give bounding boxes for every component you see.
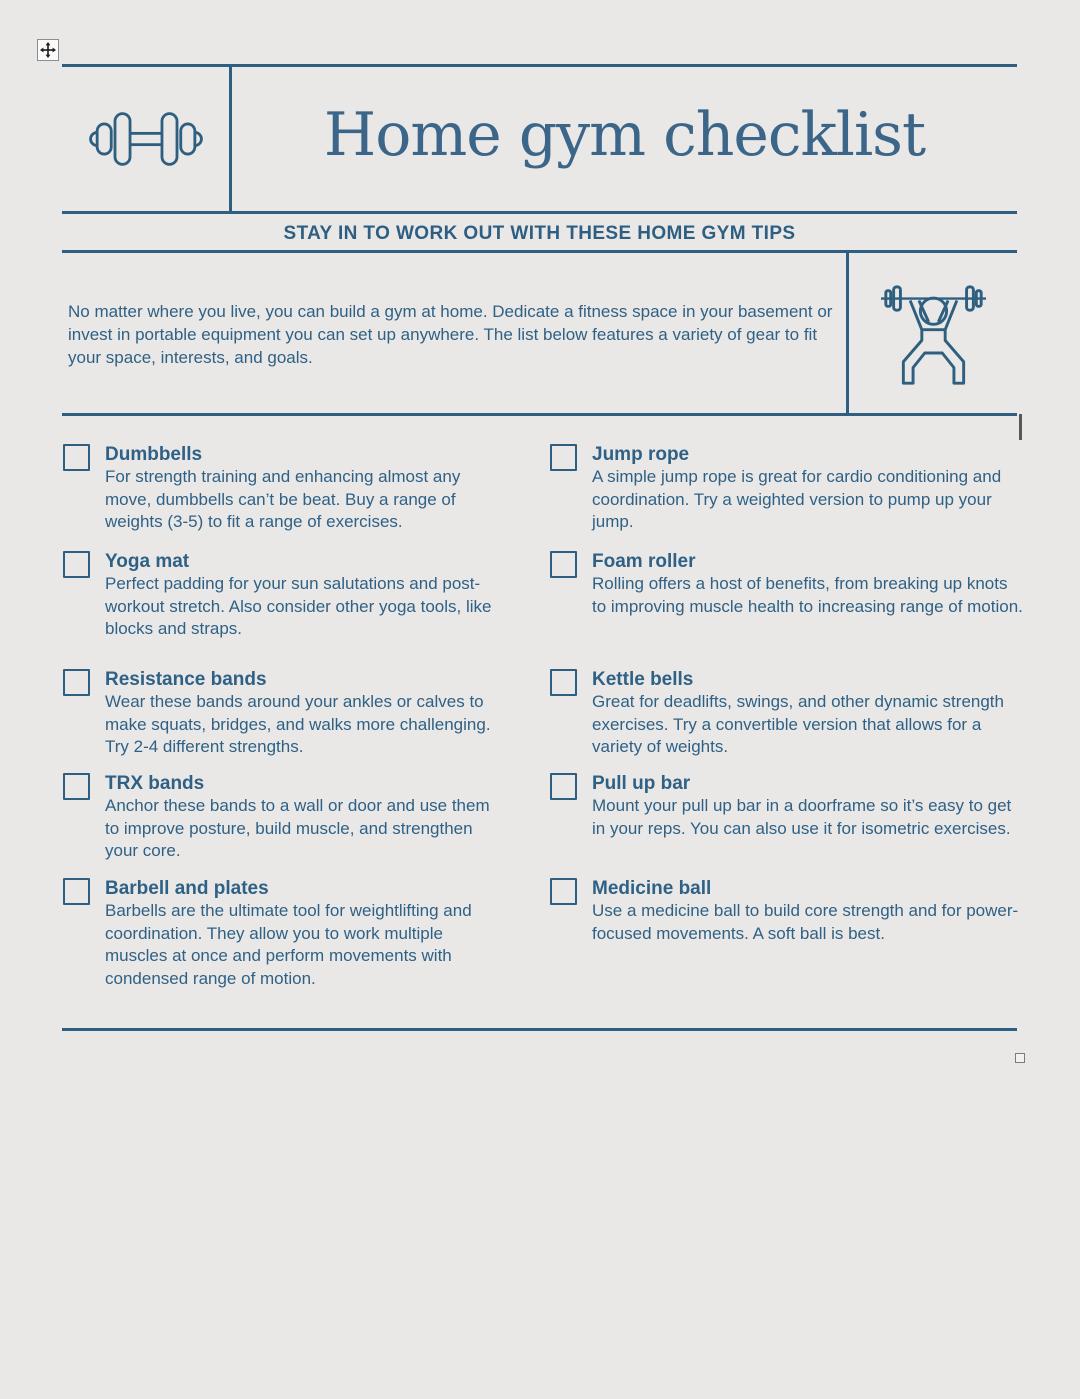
table-move-handle[interactable]: [37, 39, 59, 61]
checkbox-trx-bands[interactable]: [63, 773, 90, 800]
checklist-item: [550, 668, 1024, 759]
subtitle-bottom-rule: [62, 250, 1017, 253]
item-desc: Anchor these bands to a wall or door and use them to improve posture, build muscle, and strengthen your core.: [105, 796, 490, 860]
item-title: Foam roller: [592, 551, 696, 572]
checkbox-foam-roller[interactable]: [550, 551, 577, 578]
checklist-item: [63, 877, 497, 990]
item-title: Dumbbells: [105, 444, 203, 465]
page-title: Home gym checklist: [323, 100, 926, 170]
item-desc: Wear these bands around your ankles or calves to make squats, bridges, and walks more challenging. Try 2-4 different strengths.: [105, 692, 491, 756]
intro-bottom-rule: [62, 413, 1017, 416]
item-title: Jump rope: [592, 444, 690, 465]
checkbox-kettle-bells[interactable]: [550, 669, 577, 696]
checklist-item: [63, 772, 497, 863]
item-title: Resistance bands: [105, 669, 267, 690]
checkbox-pull-up-bar[interactable]: [550, 773, 577, 800]
dumbbell-icon: [87, 108, 205, 170]
checkbox-yoga-mat[interactable]: [63, 551, 90, 578]
item-title: Medicine ball: [592, 878, 712, 899]
item-desc: For strength training and enhancing almost any move, dumbbells can’t be beat. Buy a range of weights (3-5) to fit a range of exercises.: [105, 467, 461, 531]
move-icon: [40, 42, 56, 58]
intro-text: No matter where you live, you can build a gym at home. Dedicate a fitness space in your basement or invest in portable equipment you can set up anywhere. The list below features a variety of gear to fit your space, interests, and goals.: [68, 302, 833, 367]
item-desc: Use a medicine ball to build core strength and for power-focused movements. A soft ball is best.: [592, 901, 1019, 943]
checkbox-resistance-bands[interactable]: [63, 669, 90, 696]
item-desc: Great for deadlifts, swings, and other dynamic strength exercises. Try a convertible version that allows for a variety of weights.: [592, 692, 1004, 756]
item-desc: Perfect padding for your sun salutations and post-workout stretch. Also consider other yoga tools, like blocks and straps.: [105, 574, 492, 638]
item-title: Kettle bells: [592, 669, 694, 690]
table-resize-handle[interactable]: [1015, 1053, 1025, 1063]
checklist-item: [550, 877, 1024, 945]
checklist-item: [550, 443, 1024, 534]
item-title: TRX bands: [105, 773, 205, 794]
text-cursor: [1019, 414, 1022, 440]
checkbox-dumbbells[interactable]: [63, 444, 90, 471]
checklist-item: [63, 443, 497, 534]
checklist-item: [550, 550, 1024, 618]
checkbox-medicine-ball[interactable]: [550, 878, 577, 905]
checkbox-jump-rope[interactable]: [550, 444, 577, 471]
checkbox-barbell-and-plates[interactable]: [63, 878, 90, 905]
item-desc: Barbells are the ultimate tool for weightlifting and coordination. They allow you to work multiple muscles at once and perform movements with condensed range of motion.: [105, 901, 472, 988]
item-desc: Rolling offers a host of benefits, from breaking up knots to improving muscle health to increasing range of motion.: [592, 574, 1023, 616]
item-desc: Mount your pull up bar in a doorframe so it’s easy to get in your reps. You can also use it for isometric exercises.: [592, 796, 1012, 838]
header-bottom-rule: [62, 211, 1017, 214]
item-title: Yoga mat: [105, 551, 190, 572]
item-title: Pull up bar: [592, 773, 691, 794]
checklist-item: [550, 772, 1024, 840]
item-desc: A simple jump rope is great for cardio conditioning and coordination. Try a weighted version to pump up your jump.: [592, 467, 1002, 531]
checklist-item: [63, 668, 497, 759]
header-top-rule: [62, 64, 1017, 67]
checklist-item: [63, 550, 497, 641]
item-title: Barbell and plates: [105, 878, 269, 899]
weightlifter-icon: [880, 283, 987, 388]
table-bottom-rule: [62, 1028, 1017, 1031]
page-subtitle: STAY IN TO WORK OUT WITH THESE HOME GYM TIPS: [283, 223, 796, 244]
